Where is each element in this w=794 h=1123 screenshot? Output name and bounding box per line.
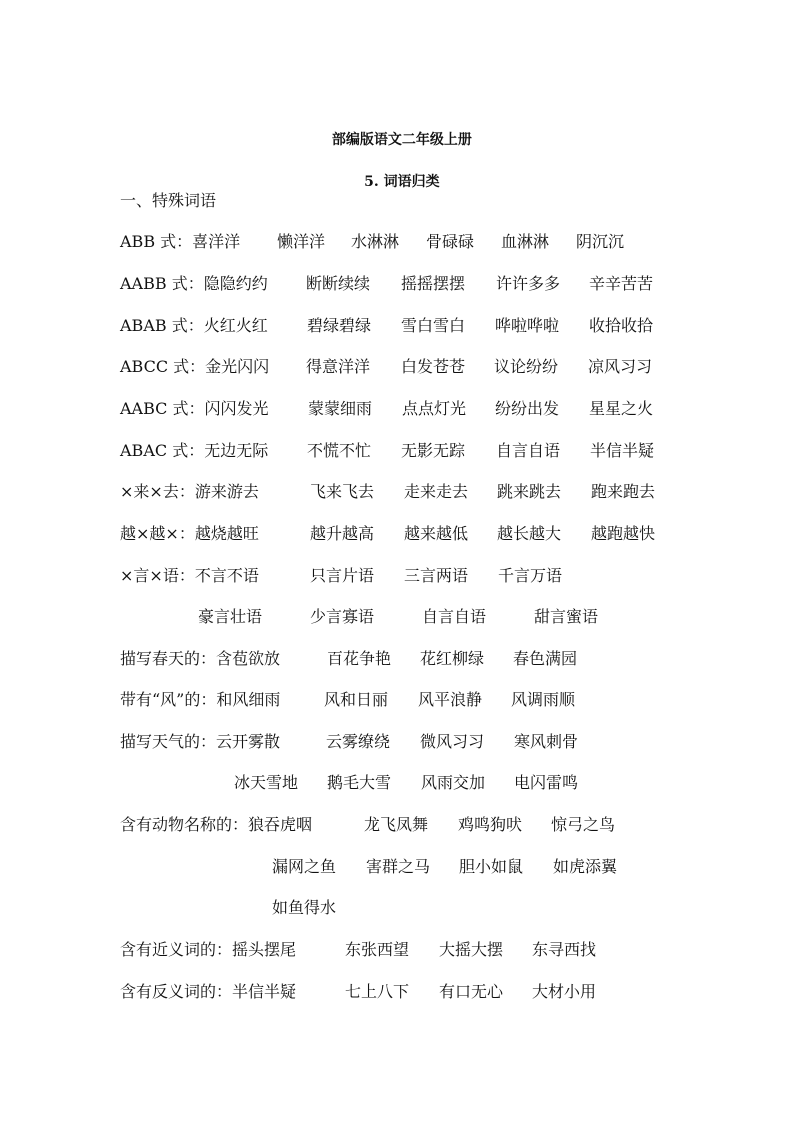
word-item: 鸡鸣狗吠 bbox=[458, 815, 523, 834]
word-item: 飞来飞去 bbox=[310, 482, 375, 501]
word-item: 走来走去 bbox=[404, 482, 469, 501]
word-item: 断断续续 bbox=[306, 274, 371, 293]
word-item: 漏网之鱼 bbox=[272, 857, 337, 876]
word-item: 风调雨顺 bbox=[511, 690, 576, 709]
word-row-lead: ABB 式：喜洋洋 bbox=[120, 232, 241, 251]
word-item: 许许多多 bbox=[496, 274, 561, 293]
word-item: 点点灯光 bbox=[402, 399, 467, 418]
word-item: 风平浪静 bbox=[418, 690, 483, 709]
word-item: 议论纷纷 bbox=[494, 357, 559, 376]
word-item: 东张西望 bbox=[345, 940, 410, 959]
word-item: 寒风刺骨 bbox=[514, 732, 579, 751]
word-item: 懒洋洋 bbox=[277, 232, 326, 251]
word-item: 如鱼得水 bbox=[272, 898, 337, 917]
word-item: 纷纷出发 bbox=[495, 399, 560, 418]
word-item: 七上八下 bbox=[345, 982, 410, 1001]
word-item: 大摇大摆 bbox=[439, 940, 504, 959]
word-item: 自言自语 bbox=[422, 607, 487, 626]
word-item: 摇摇摆摆 bbox=[401, 274, 466, 293]
word-row-lead: AABC 式：闪闪发光 bbox=[120, 399, 269, 418]
word-item: 风雨交加 bbox=[421, 773, 486, 792]
word-item: 越升越高 bbox=[310, 524, 375, 543]
word-item: 哗啦哗啦 bbox=[495, 316, 560, 335]
word-item: 血淋淋 bbox=[501, 232, 550, 251]
word-item: 冰天雪地 bbox=[234, 773, 299, 792]
word-row-lead: ABAB 式：火红火红 bbox=[120, 316, 268, 335]
word-item: 无影无踪 bbox=[401, 441, 466, 460]
section-text: 一、特殊词语 bbox=[120, 191, 217, 210]
word-row-lead: 描写天气的：云开雾散 bbox=[120, 732, 281, 751]
word-row-antonyms bbox=[0, 981, 794, 1091]
word-row-lead: 描写春天的：含苞欲放 bbox=[120, 649, 281, 668]
word-row-lead: ABCC 式：金光闪闪 bbox=[120, 357, 270, 376]
word-item: 电闪雷鸣 bbox=[514, 773, 579, 792]
word-row-lead: 含有动物名称的：狼吞虎咽 bbox=[120, 815, 313, 834]
word-item: 豪言壮语 bbox=[198, 607, 263, 626]
word-item: 水淋淋 bbox=[351, 232, 400, 251]
word-item: 越来越低 bbox=[404, 524, 469, 543]
word-item: 雪白雪白 bbox=[401, 316, 466, 335]
word-item: 千言万语 bbox=[498, 566, 563, 585]
word-item: 跳来跳去 bbox=[497, 482, 562, 501]
word-item: 风和日丽 bbox=[324, 690, 389, 709]
word-item: 春色满园 bbox=[513, 649, 578, 668]
word-row-lead: AABB 式：隐隐约约 bbox=[120, 274, 268, 293]
subtitle-text: 5. 词语归类 bbox=[364, 174, 440, 190]
word-item: 如虎添翼 bbox=[553, 857, 618, 876]
word-item: 微风习习 bbox=[420, 732, 485, 751]
word-item: 辛辛苦苦 bbox=[589, 274, 654, 293]
word-item: 胆小如鼠 bbox=[459, 857, 524, 876]
document-subtitle bbox=[0, 149, 794, 193]
title-text: 部编版语文二年级上册 bbox=[331, 132, 472, 148]
word-row-lead: 越×越×：越烧越旺 bbox=[120, 524, 259, 543]
word-item: 阴沉沉 bbox=[576, 232, 625, 251]
word-item: 跑来跑去 bbox=[591, 482, 656, 501]
word-item: 自言自语 bbox=[496, 441, 561, 460]
word-item: 三言两语 bbox=[404, 566, 469, 585]
word-row-animals-cont-2 bbox=[0, 897, 794, 941]
word-item: 碧绿碧绿 bbox=[307, 316, 372, 335]
word-item: 东寻西找 bbox=[532, 940, 597, 959]
word-item: 有口无心 bbox=[439, 982, 504, 1001]
word-row-lead: 含有反义词的：半信半疑 bbox=[120, 982, 297, 1001]
word-item: 甜言蜜语 bbox=[534, 607, 599, 626]
word-item: 大材小用 bbox=[532, 982, 597, 1001]
word-row-lead: ×来×去：游来游去 bbox=[120, 482, 259, 501]
word-row-lead: ABAC 式：无边无际 bbox=[120, 441, 269, 460]
word-row-lead: 含有近义词的：摇头摆尾 bbox=[120, 940, 297, 959]
word-item: 害群之马 bbox=[366, 857, 431, 876]
word-item: 不慌不忙 bbox=[307, 441, 372, 460]
word-item: 越跑越快 bbox=[591, 524, 656, 543]
word-item: 骨碌碌 bbox=[426, 232, 475, 251]
word-item: 白发苍苍 bbox=[401, 357, 466, 376]
word-item: 蒙蒙细雨 bbox=[308, 399, 373, 418]
word-item: 半信半疑 bbox=[590, 441, 655, 460]
word-item: 百花争艳 bbox=[327, 649, 392, 668]
word-item: 少言寡语 bbox=[310, 607, 375, 626]
word-item: 收拾收拾 bbox=[589, 316, 654, 335]
document-title bbox=[0, 107, 794, 151]
word-item: 花红柳绿 bbox=[420, 649, 485, 668]
word-item: 云雾缭绕 bbox=[326, 732, 391, 751]
word-item: 星星之火 bbox=[589, 399, 654, 418]
word-item: 得意洋洋 bbox=[306, 357, 371, 376]
section-heading bbox=[0, 190, 794, 234]
word-item: 龙飞凤舞 bbox=[364, 815, 429, 834]
word-row-lead: 带有“风”的：和风细雨 bbox=[120, 690, 281, 709]
word-item: 只言片语 bbox=[310, 566, 375, 585]
word-item: 凉风习习 bbox=[588, 357, 653, 376]
word-item: 越长越大 bbox=[497, 524, 562, 543]
word-item: 鹅毛大雪 bbox=[327, 773, 392, 792]
word-item: 惊弓之鸟 bbox=[551, 815, 616, 834]
word-row-lead: ×言×语：不言不语 bbox=[120, 566, 259, 585]
